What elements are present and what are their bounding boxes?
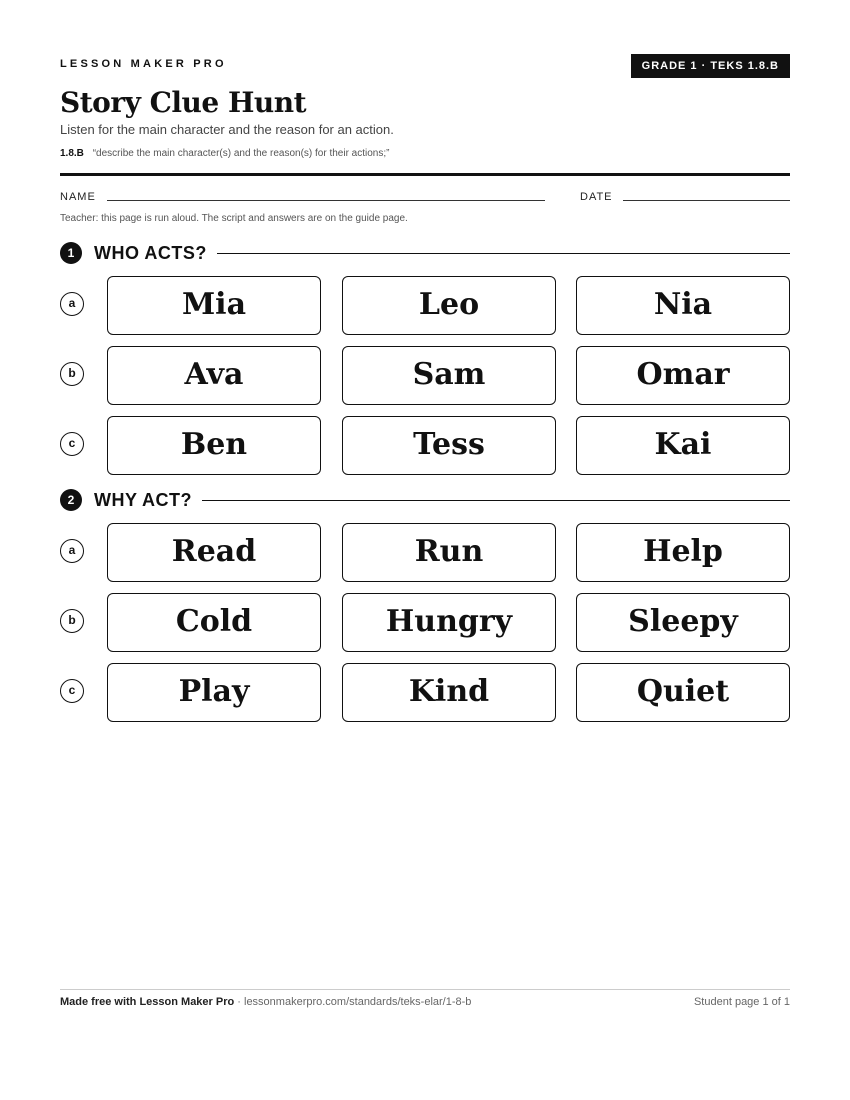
- question-row-1b: [60, 346, 790, 406]
- answer-card[interactable]: Omar: [576, 346, 790, 405]
- answer-card[interactable]: Read: [107, 523, 321, 582]
- answer-card[interactable]: Cold: [107, 593, 321, 652]
- section-why-act: [60, 489, 790, 511]
- standard-code: 1.8.B: [60, 148, 84, 159]
- worksheet-page: [60, 0, 790, 1100]
- worksheet-subtitle: Listen for the main character and the reason for an action.: [60, 122, 394, 137]
- row-letter: c: [60, 679, 84, 703]
- footer-made-with: Made free with Lesson Maker Pro: [60, 996, 235, 1008]
- question-row-2b: [60, 593, 790, 653]
- top-bar: [60, 54, 790, 78]
- question-row-2a: [60, 523, 790, 583]
- answer-card[interactable]: Mia: [107, 276, 321, 335]
- section-title: WHO ACTS?: [94, 243, 217, 263]
- teacher-note: Teacher: this page is run aloud. The script and answers are on the guide page.: [60, 213, 408, 224]
- row-letter: b: [60, 362, 84, 386]
- row-letter: b: [60, 609, 84, 633]
- date-write-line[interactable]: [623, 200, 790, 201]
- name-write-line[interactable]: [107, 200, 545, 201]
- question-row-1a: [60, 276, 790, 336]
- answer-card[interactable]: Help: [576, 523, 790, 582]
- grade-badge: GRADE 1 · TEKS 1.8.B: [631, 54, 790, 78]
- answer-card[interactable]: Run: [342, 523, 556, 582]
- section-number: 1: [60, 242, 82, 264]
- row-letter: c: [60, 432, 84, 456]
- question-row-1c: [60, 416, 790, 476]
- answer-card[interactable]: Leo: [342, 276, 556, 335]
- answer-card[interactable]: Sleepy: [576, 593, 790, 652]
- worksheet-title: Story Clue Hunt: [60, 86, 307, 119]
- standard-text: “describe the main character(s) and the reason(s) for their actions;”: [92, 148, 390, 159]
- answer-card[interactable]: Sam: [342, 346, 556, 405]
- row-letter: a: [60, 539, 84, 563]
- answer-card[interactable]: Kai: [576, 416, 790, 475]
- answer-card[interactable]: Hungry: [342, 593, 556, 652]
- standard-line: [60, 148, 389, 159]
- section-who-acts: [60, 242, 790, 264]
- answer-card[interactable]: Quiet: [576, 663, 790, 722]
- brand-name: LESSON MAKER PRO: [60, 58, 227, 70]
- section-number: 2: [60, 489, 82, 511]
- answer-card[interactable]: Play: [107, 663, 321, 722]
- header-divider: [60, 173, 790, 176]
- answer-card[interactable]: Ben: [107, 416, 321, 475]
- name-date-row: [60, 191, 790, 205]
- answer-card[interactable]: Ava: [107, 346, 321, 405]
- question-row-2c: [60, 663, 790, 723]
- footer-url[interactable]: · lessonmakerpro.com/standards/teks-elar/1-8-b: [234, 996, 472, 1008]
- answer-card[interactable]: Kind: [342, 663, 556, 722]
- footer-divider: [60, 989, 790, 990]
- footer-page-number: Student page 1 of 1: [693, 996, 790, 1008]
- section-title: WHY ACT?: [94, 490, 202, 510]
- date-label: DATE: [580, 191, 613, 203]
- row-letter: a: [60, 292, 84, 316]
- name-label: NAME: [60, 191, 96, 203]
- answer-card[interactable]: Nia: [576, 276, 790, 335]
- answer-card[interactable]: Tess: [342, 416, 556, 475]
- footer: [60, 996, 790, 1008]
